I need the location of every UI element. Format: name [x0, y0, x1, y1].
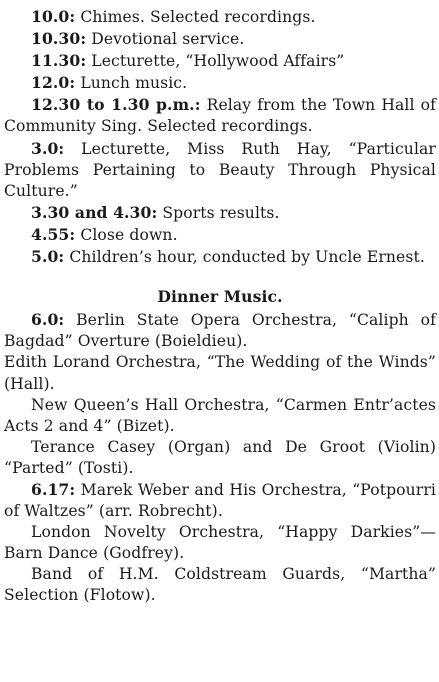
entry-text: Berlin State Opera Orchestra, “Caliph of Bagdad” Overture (Boieldieu). [4, 311, 436, 351]
schedule-entry [4, 28, 436, 50]
entry-time: 4.55: [31, 224, 76, 244]
program-entry [4, 352, 436, 394]
entry-text: New Queen’s Hall Orchestra, “Carmen Entr’actes Acts 2 and 4” (Bizet). [4, 395, 436, 435]
schedule-entry [4, 50, 436, 72]
entry-text: Chimes. Selected recordings. [80, 8, 316, 26]
schedule-entry [4, 94, 436, 137]
program-entry [4, 395, 436, 437]
entry-time: 3.0: [31, 138, 65, 158]
entry-text: Children’s hour, conducted by Uncle Ernest. [69, 248, 425, 267]
entry-text: Lecturette, Miss Ruth Hay, “Particular Problems Pertaining to Beauty Through Physical Culture.” [4, 139, 436, 200]
schedule-list [4, 6, 436, 268]
entry-text: Sports results. [162, 203, 280, 222]
entry-text: Close down. [80, 225, 178, 244]
schedule-entry [4, 72, 436, 94]
entry-text: Marek Weber and His Orchestra, “Potpourri of Waltzes” (arr. Robrecht). [4, 480, 437, 521]
program-entry [4, 309, 436, 352]
entry-time: 10.0: [31, 7, 76, 26]
program-entry [4, 479, 436, 522]
entry-text: London Novelty Orchestra, “Happy Darkies”—Barn Dance (Godfrey). [4, 523, 436, 563]
schedule-entry [4, 138, 436, 202]
entry-text: Devotional service. [91, 30, 245, 49]
entry-text: Terance Casey (Organ) and De Groot (Violin) “Parted” (Tosti). [4, 437, 436, 477]
program-entry [4, 437, 436, 479]
schedule-entry [4, 224, 436, 246]
entry-time: 12.0: [31, 73, 76, 93]
entry-time: 10.30: [31, 29, 87, 49]
entry-text: Band of H.M. Coldstream Guards, “Martha” Selection (Flotow). [4, 565, 436, 605]
entry-text: Lecturette, “Hollywood Affairs” [91, 52, 345, 71]
schedule-entry [4, 202, 436, 224]
entry-time: 5.0: [31, 247, 65, 267]
schedule-entry [4, 246, 436, 268]
entry-time: 6.17: [31, 479, 76, 499]
dinner-music-list [4, 309, 436, 606]
entry-time: 11.30: [31, 51, 87, 71]
entry-time: 6.0: [31, 310, 65, 330]
entry-text: Edith Lorand Orchestra, “The Wedding of the Winds” (Hall). [4, 353, 436, 393]
entry-time: 12.30 to 1.30 p.m.: [31, 95, 201, 115]
program-entry [4, 564, 436, 606]
program-entry [4, 522, 436, 564]
entry-time: 3.30 and 4.30: [31, 202, 158, 222]
entry-text: Lunch music. [80, 74, 188, 93]
entry-text: Relay from the Town Hall of Community Sing. Selected recordings. [4, 96, 436, 136]
schedule-entry [4, 6, 436, 28]
section-heading: Dinner Music. [157, 287, 283, 307]
